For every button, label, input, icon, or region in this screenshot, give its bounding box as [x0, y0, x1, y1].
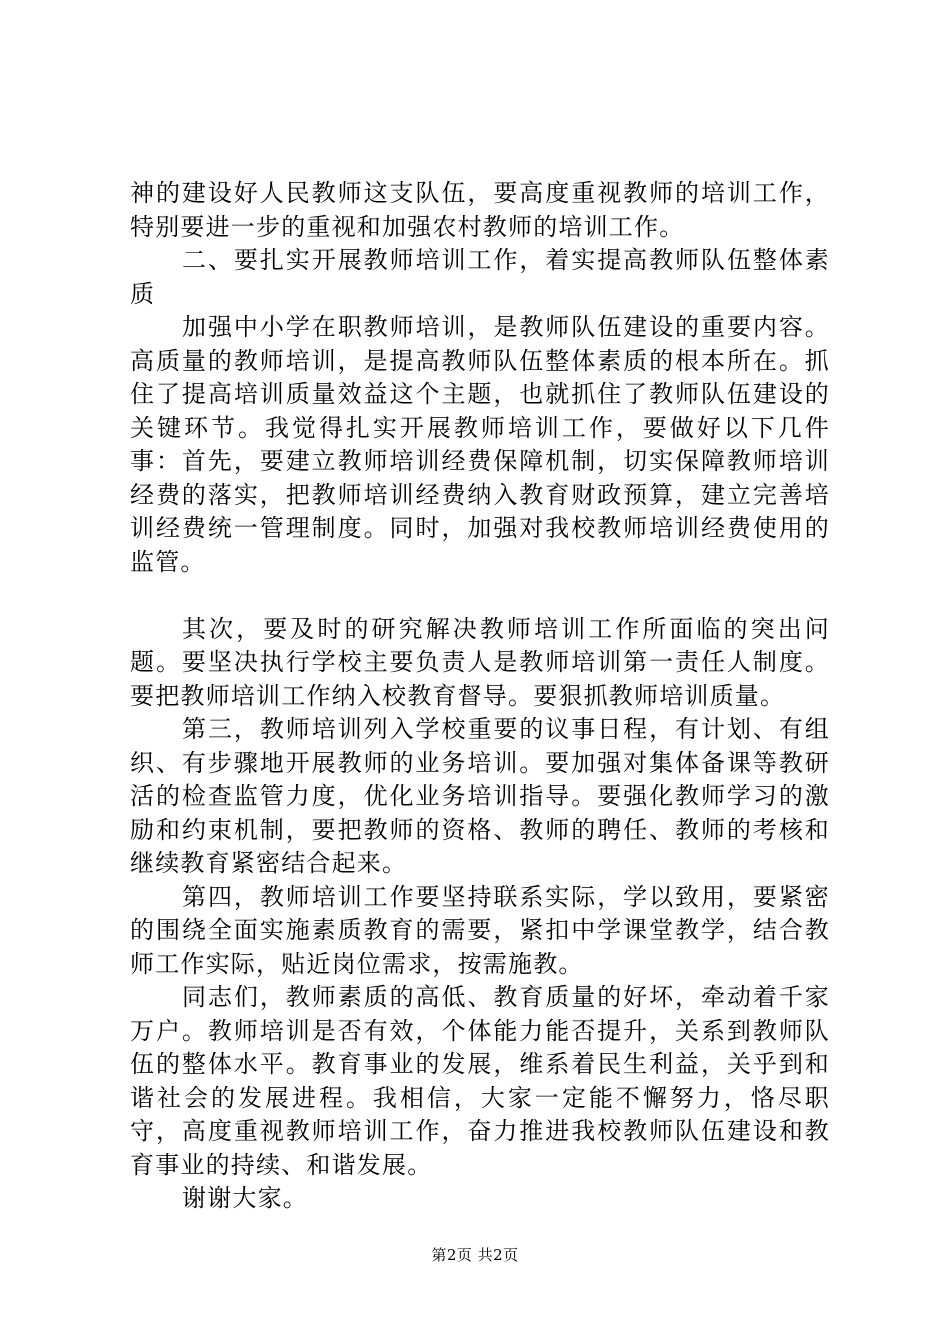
paragraph-closing-remarks: 同志们，教师素质的高低、教育质量的好坏，牵动着千家万户。教师培训是否有效，个体能力能否提升，关系到教师队伍的整体水平。教育事业的发展，维系着民生利益，关乎到和谐社会的发展进程。我相信，大家一定能不懈努力，恪尽职守，高度重视教师培训工作，奋力推进我校教师队伍建设和教育事业的持续、和谐发展。 — [130, 983, 830, 1179]
paragraph-continuation: 神的建设好人民教师这支队伍，要高度重视教师的培训工作，特别要进一步的重视和加强农村教师的培训工作。 — [130, 179, 830, 241]
page-number-indicator: 第2页 共2页 — [431, 1246, 519, 1264]
paragraph-second-point: 其次，要及时的研究解决教师培训工作所面临的突出问题。要坚决执行学校主要负责人是教师培训第一责任人制度。要把教师培训工作纳入校教育督导。要狠抓教师培训质量。 — [130, 614, 830, 710]
section-heading-2: 二、要扎实开展教师培训工作，着实提高教师队伍整体素质 — [130, 246, 830, 308]
paragraph-fourth-point: 第四，教师培训工作要坚持联系实际，学以致用，要紧密的围绕全面实施素质教育的需要，紧扣中学课堂教学，结合教师工作实际，贴近岗位需求，按需施教。 — [130, 882, 830, 978]
paragraph-third-point: 第三，教师培训列入学校重要的议事日程，有计划、有组织、有步骤地开展教师的业务培训。要加强对集体备课等教研活的检查监管力度，优化业务培训指导。要强化教师学习的激励和约束机制，要把教师的资格、教师的聘任、教师的考核和继续教育紧密结合起来。 — [130, 715, 830, 877]
paragraph-thanks: 谢谢大家。 — [182, 1184, 308, 1212]
document-body — [130, 177, 830, 1216]
paragraph-training-importance: 加强中小学在职教师培训，是教师队伍建设的重要内容。高质量的教师培训，是提高教师队伍整体素质的根本所在。抓住了提高培训质量效益这个主题，也就抓住了教师队伍建设的关键环节。我觉得扎实开展教师培训工作，要做好以下几件事：首先，要建立教师培训经费保障机制，切实保障教师培训经费的落实，把教师培训经费纳入教育财政预算，建立完善培训经费统一管理制度。同时，加强对我校教师培训经费使用的监管。 — [130, 313, 830, 576]
page-footer — [0, 1244, 950, 1265]
